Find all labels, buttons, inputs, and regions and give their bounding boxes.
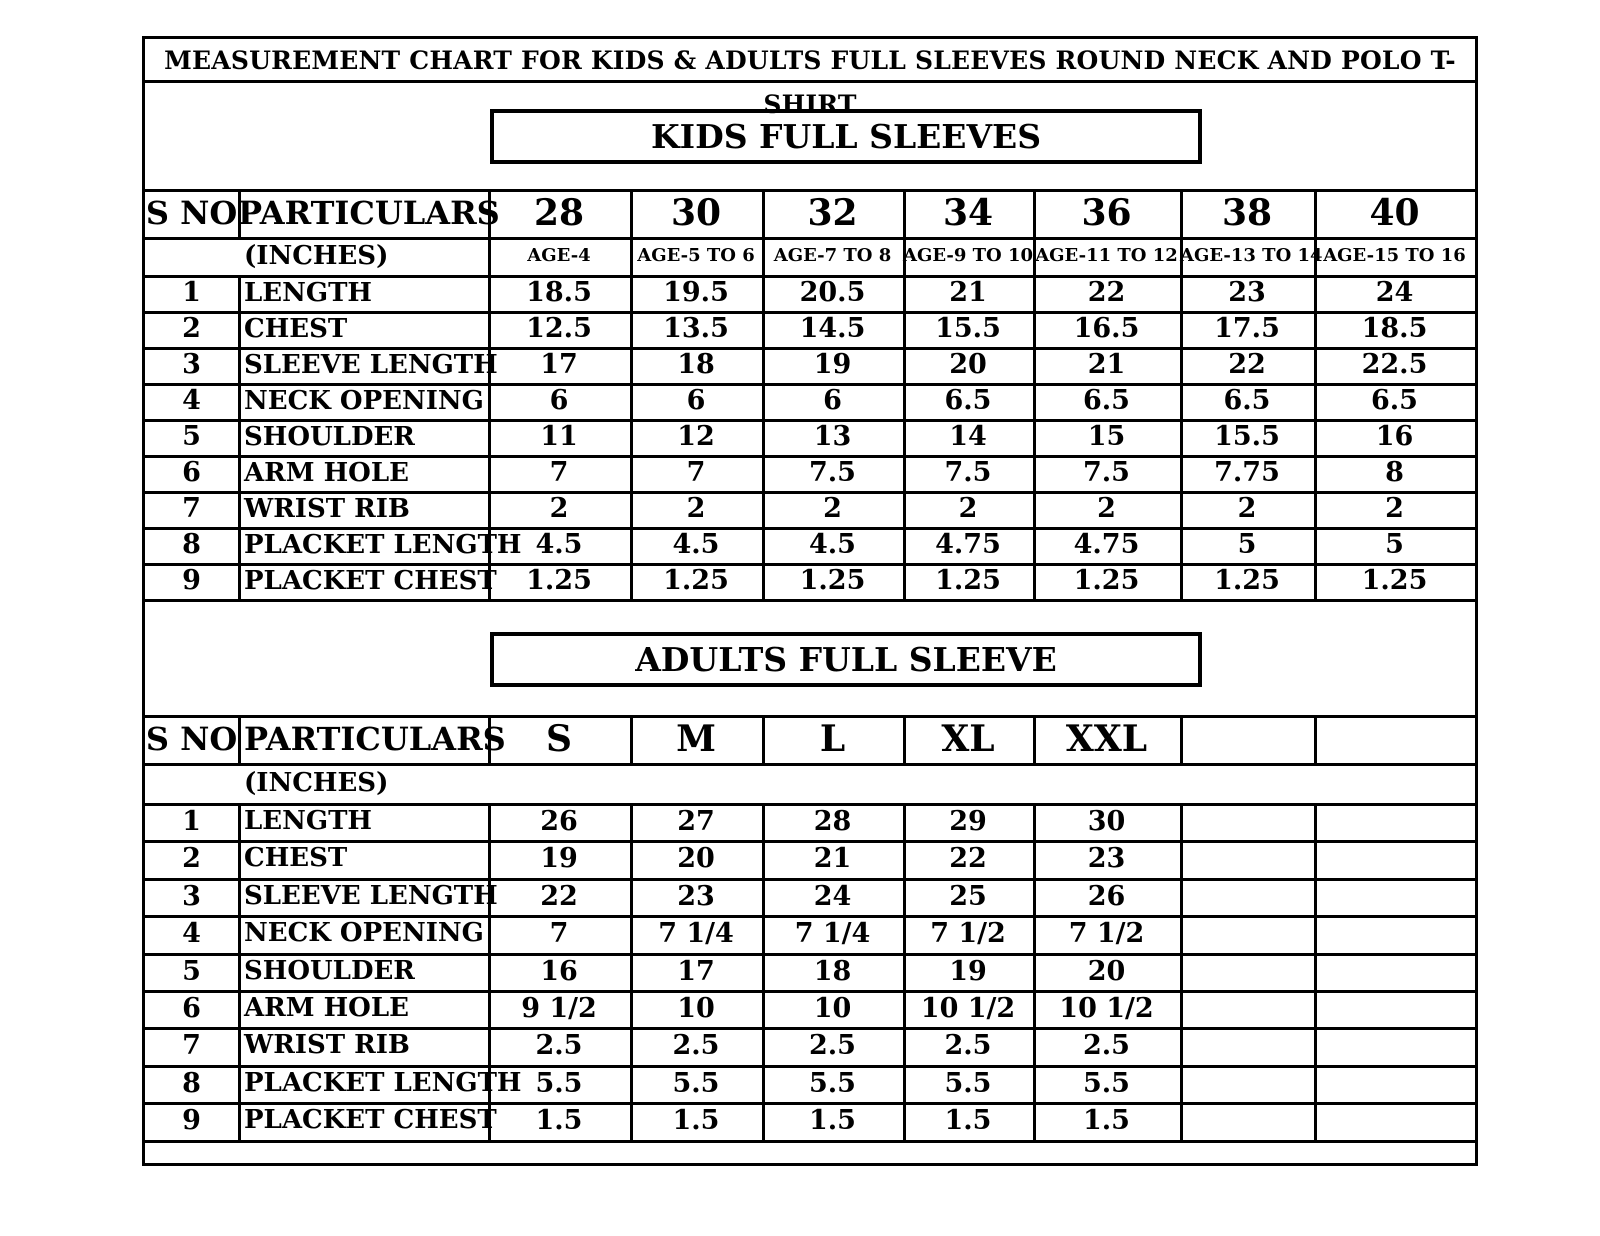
adults-row-particular: PLACKET LENGTH [244,1067,522,1098]
adults-row-value: 28 [813,806,852,837]
adults-size-header [1314,715,1475,763]
adults-row-value [1314,990,1475,1027]
kids-row-value: 2 [1097,493,1116,524]
kids-row-sno: 4 [182,385,201,416]
measurement-chart [142,36,1478,1166]
kids-row-sno: 8 [182,529,201,560]
kids-row-value: 22 [1228,349,1266,380]
adults-row-sno: 6 [182,993,201,1024]
adults-row-value: 27 [677,806,715,837]
adults-row-value [1180,953,1314,990]
kids-row-value: 7.5 [809,457,856,488]
adults-row-value: 7 1/4 [794,918,871,950]
kids-row-value: 18.5 [1361,313,1428,344]
kids-row-value: 4.75 [935,529,1001,560]
adults-size-header: M [676,718,716,760]
adults-row-value: 5.5 [809,1067,856,1099]
kids-age-label: AGE-11 TO 12 [1035,245,1178,266]
kids-row-value: 4.5 [535,529,583,560]
kids-row-value: 20.5 [799,277,866,308]
adults-row-value [1180,1027,1314,1064]
kids-row-sno: 9 [182,565,201,596]
kids-row-value: 4.5 [809,529,856,560]
adults-row-value [1314,878,1475,915]
adults-row-sno: 7 [182,1030,201,1062]
kids-row-value: 24 [1375,277,1414,308]
title-divider [145,80,1475,83]
adults-row-value [1180,803,1314,840]
kids-row-value: 19.5 [663,277,729,308]
kids-row-value: 6.5 [1083,385,1130,416]
adults-row-value: 2.5 [1083,1030,1130,1062]
kids-row-value: 7 [686,457,706,488]
adults-row-value: 22 [949,843,987,875]
adults-row-value [1314,953,1475,990]
adults-row-value: 10 1/2 [920,993,1016,1024]
kids-row-value: 1.25 [1214,565,1280,596]
adults-row-value: 1.5 [944,1105,992,1137]
adults-row-sno: 5 [182,955,201,987]
adults-row-value [1180,840,1314,877]
adults-row-value: 7 1/4 [658,918,734,950]
adults-row-value: 20 [677,843,715,875]
kids-row-value: 6 [823,385,842,416]
adults-sno-header: S NO [145,720,238,758]
adults-row-value: 5.5 [944,1067,992,1099]
kids-row-value: 8 [1385,457,1404,488]
adults-size-header: XXL [1065,718,1148,760]
kids-row-value: 2 [958,493,978,524]
kids-row-value: 2 [1385,493,1404,524]
kids-size-header: 40 [1369,192,1420,234]
adults-row-value: 7 1/2 [1068,918,1145,950]
adults-row-divider [145,1140,1475,1143]
kids-size-header: 30 [670,192,722,234]
adults-row-value: 2.5 [535,1030,583,1062]
adults-row-value: 19 [540,843,578,875]
adults-row-value [1180,1102,1314,1139]
adults-row-value: 1.5 [672,1105,720,1137]
adults-row-value: 10 1/2 [1059,993,1154,1024]
adults-row-value: 5.5 [535,1067,583,1099]
adults-row-value: 10 [813,993,852,1024]
adults-row-sno: 9 [182,1105,201,1137]
adults-row-value: 1.5 [809,1105,856,1137]
kids-row-value: 2 [549,493,569,524]
kids-row-value: 22 [1087,277,1126,308]
kids-row-sno: 1 [182,277,201,308]
adults-row-value: 2.5 [809,1030,856,1062]
kids-row-value: 4.75 [1073,529,1140,560]
adults-row-value: 23 [677,880,715,912]
kids-size-header: 28 [533,192,585,234]
adults-row-value [1180,1065,1314,1102]
kids-sno-header: S NO [145,194,238,232]
kids-section-heading: KIDS FULL SLEEVES [490,109,1202,164]
kids-row-value: 5 [1237,529,1257,560]
adults-row-value: 7 1/2 [930,918,1006,950]
adults-row-value [1314,1102,1475,1139]
adults-size-header: S [546,718,572,760]
adults-row-particular: WRIST RIB [244,1030,410,1061]
adults-size-header [1180,715,1314,763]
kids-size-header: 36 [1081,192,1132,234]
adults-row-value: 16 [540,955,578,987]
adults-row-value [1180,878,1314,915]
adults-row-particular: SLEEVE LENGTH [244,880,498,911]
chart-title: MEASUREMENT CHART FOR KIDS & ADULTS FULL SLEEVES ROUND NECK AND POLO T-SHIRT [164,46,1456,119]
kids-age-label: AGE-15 TO 16 [1323,245,1466,266]
kids-row-value: 16.5 [1073,313,1140,344]
kids-row-value: 17 [540,349,578,380]
kids-row-value: 14.5 [799,313,866,344]
kids-age-label: AGE-5 TO 6 [637,245,755,266]
kids-row-sno: 7 [182,493,201,524]
kids-row-value: 11 [540,421,578,452]
adults-section-heading: ADULTS FULL SLEEVE [490,632,1202,687]
adults-row-particular: ARM HOLE [244,993,409,1023]
kids-row-value: 6 [549,385,569,416]
adults-row-value: 24 [813,880,852,912]
kids-row-particular: CHEST [244,314,348,344]
kids-row-sno: 6 [182,457,201,488]
kids-row-particular: LENGTH [244,278,372,308]
kids-row-value: 17.5 [1214,313,1280,344]
kids-row-value: 18.5 [526,277,592,308]
kids-row-sno: 3 [182,349,201,380]
kids-row-value: 2 [823,493,842,524]
kids-row-value: 21 [949,277,987,308]
kids-row-particular: SLEEVE LENGTH [244,350,498,380]
kids-age-label: AGE-9 TO 10 [903,245,1034,266]
kids-row-value: 16 [1375,421,1414,452]
adults-size-header: XL [941,718,995,760]
kids-row-value: 20 [949,349,987,380]
adults-row-value [1314,915,1475,952]
adults-row-value: 30 [1087,806,1126,837]
kids-row-particular: NECK OPENING [244,386,484,416]
kids-row-value: 1.25 [1073,565,1140,596]
kids-age-label: AGE-4 [527,245,591,266]
kids-row-value: 13.5 [663,313,729,344]
adults-row-sno: 3 [182,880,201,912]
adults-row-value: 20 [1087,955,1126,987]
adults-row-value: 18 [813,955,852,987]
adults-row-value: 29 [949,806,987,837]
adults-row-value: 21 [813,843,852,875]
kids-row-value: 22.5 [1361,349,1428,380]
adults-row-value: 5.5 [672,1067,720,1099]
adults-row-value: 22 [540,880,578,912]
adults-row-sno: 1 [182,806,201,837]
kids-row-particular: ARM HOLE [244,458,409,488]
kids-size-header: 34 [942,192,994,234]
kids-row-value: 15.5 [1214,421,1280,452]
kids-row-value: 2 [686,493,706,524]
adults-row-sno: 4 [182,918,201,950]
adults-particulars-header: PARTICULARS [244,720,506,758]
kids-row-value: 1.25 [799,565,866,596]
kids-particulars-header: PARTICULARS [238,194,500,232]
adults-row-value [1314,1027,1475,1064]
adults-row-particular: SHOULDER [244,955,415,986]
kids-row-value: 14 [949,421,987,452]
kids-row-value: 15 [1087,421,1126,452]
kids-row-value: 23 [1228,277,1266,308]
kids-unit-label: (INCHES) [244,241,389,271]
kids-row-value: 12.5 [526,313,592,344]
adults-row-particular: LENGTH [244,806,372,836]
kids-size-header: 32 [807,192,858,234]
adults-row-value: 1.5 [535,1105,583,1137]
kids-row-sno: 2 [182,313,201,344]
adults-row-value: 1.5 [1083,1105,1130,1137]
kids-row-value: 13 [813,421,852,452]
kids-row-value: 1.25 [526,565,592,596]
adults-row-value: 19 [949,955,987,987]
adults-row-value: 2.5 [672,1030,720,1062]
adults-size-header: L [819,718,846,760]
kids-row-value: 21 [1087,349,1126,380]
adults-row-value: 25 [949,880,987,912]
kids-age-label: AGE-7 TO 8 [773,245,892,266]
kids-row-value: 6.5 [944,385,992,416]
kids-row-value: 1.25 [663,565,729,596]
kids-row-particular: PLACKET LENGTH [244,530,522,560]
adults-row-particular: NECK OPENING [244,918,484,949]
kids-row-value: 7.75 [1214,457,1280,488]
kids-row-value: 2 [1237,493,1257,524]
adults-row-value [1180,990,1314,1027]
adults-row-value: 9 1/2 [521,993,597,1024]
adults-unit-label: (INCHES) [244,768,389,798]
kids-row-value: 1.25 [935,565,1001,596]
adults-row-value [1314,803,1475,840]
adults-row-value: 23 [1087,843,1126,875]
kids-row-value: 5 [1385,529,1404,560]
kids-row-value: 6.5 [1223,385,1271,416]
adults-row-value [1180,915,1314,952]
kids-row-value: 7.5 [944,457,992,488]
adults-row-sno: 2 [182,843,201,875]
adults-row-value [1314,1065,1475,1102]
adults-row-value: 10 [677,993,715,1024]
kids-row-value: 19 [813,349,852,380]
kids-row-particular: WRIST RIB [244,494,410,524]
kids-row-value: 12 [677,421,715,452]
adults-row-value: 5.5 [1083,1067,1130,1099]
kids-row-value: 1.25 [1361,565,1428,596]
kids-table-bottom [145,599,1475,602]
kids-row-value: 15.5 [935,313,1001,344]
adults-row-value [1314,840,1475,877]
kids-row-value: 6.5 [1371,385,1418,416]
adults-row-value: 17 [677,955,715,987]
kids-row-sno: 5 [182,421,201,452]
adults-row-value: 2.5 [944,1030,992,1062]
kids-row-value: 4.5 [672,529,720,560]
kids-row-value: 7 [549,457,569,488]
kids-row-particular: SHOULDER [244,422,415,452]
adults-row-value: 26 [540,806,578,837]
kids-row-value: 6 [686,385,706,416]
kids-size-header: 38 [1221,192,1273,234]
adults-row-particular: CHEST [244,843,348,874]
kids-row-particular: PLACKET CHEST [244,566,497,596]
kids-row-value: 18 [677,349,715,380]
adults-row-particular: PLACKET CHEST [244,1105,497,1136]
adults-row-sno: 8 [182,1067,201,1099]
adults-row-value: 7 [549,918,569,950]
kids-row-value: 7.5 [1083,457,1130,488]
adults-row-value: 26 [1087,880,1126,912]
kids-age-label: AGE-13 TO 14 [1180,245,1323,266]
